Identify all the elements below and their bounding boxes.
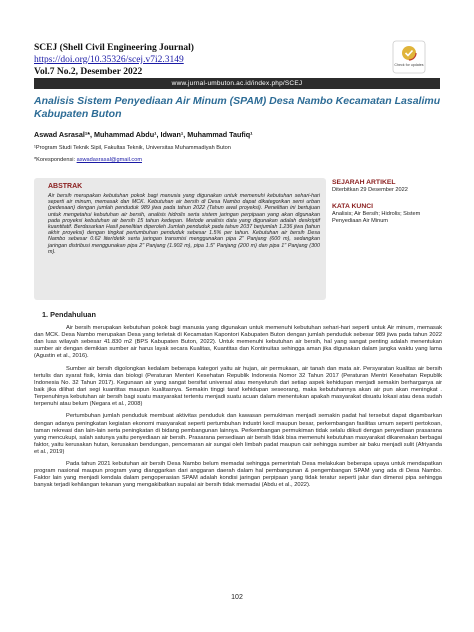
badge-text: Check for updates — [394, 63, 424, 67]
doi-link[interactable]: https://doi.org/10.35326/scej.v7i2.3149 — [34, 55, 184, 65]
volume-info: Vol.7 No.2, Desember 2022 — [34, 67, 143, 77]
correspondence-email-link[interactable]: aswadasrasal@gmail.com — [76, 157, 142, 163]
paragraph: Pada tahun 2021 kebutuhan air bersih Desa Nambo belum memadai sehingga pemerintah Desa melakukan beberapa upaya untuk mendapatkan program nasional maupun program yang dianggarkan dari anggaran daerah dalam hal pembangunan & pengembangan SPAM yang ada di Desa Nambo. Faktor lain yang menjadi kendala dalam pengoperasian SPAM adalah kondisi jaringan perpipaan yang tidak teratur seperti jalur dan dimensi pipa sehingga banyak terjadi kehilangan tekanan yang mengakibatkan supalai air bersih tidak memadai (Abdu et al., 2022). — [34, 461, 442, 489]
check-for-updates-badge[interactable] — [392, 40, 426, 74]
journal-name: SCEJ (Shell Civil Engineering Journal) — [34, 43, 194, 53]
correspondence — [34, 157, 142, 163]
journal-header — [34, 42, 440, 78]
abstract-box — [34, 178, 326, 300]
paragraph: Pertumbuhan jumlah penduduk membuat aktivitas penduduk dan kawasan pemukiman menjadi semakin padat hal tersebut dapat digambarkan dengan adanya peningkatan kegiatan ekonomi masyarakat seperti pertumbuhan industri kecil maupun besar, perkembangan fasilitas umum seperti pertokoan, taman rekreasi dan lain-lain serta peningkatan di bidang pembangunan lainnya. Perkembangan permukiman tidak selalu diikuti dengan penyediaan prasarana yang mencukupi, salah satunya yaitu penyediaan air bersih. Prasarana persediaan air bersih tidak bisa memenuhi kebutuhan masyarakat dikarenakan berbagai faktor, yaitu kerusakan hutan, kerusakan bendungan, pencemaran air sungai oleh limbah padat maupun cair sehingga sumber air baku menjadi sulit (Afriyanda et al., 2019) — [34, 413, 442, 455]
abstract-text: Air bersih merupakan kebutuhan pokok bagi manusia yang digunakan untuk memenuhi kebutuhan sehari-hari seperti air minum, memasak dan MCK. Kebutuhan air bersih di Desa Nambo dapat dikategorikan semi urban (pedesaan) dengan jumlah penduduk 989 jiwa pada tahun 2022 (Tahun awal proyeksi). Penelitian ini bertujuan untuk mengetahui kebutuhan air bersih, analisis hidrolis serta sistem jaringan perpipaan yang akan digunakan pada proyeksi kebutuhan air bersih 15 tahun kedepan. Metode analisis data yang digunakan adalah deskriptif kuantitatif. Berdasarkan Hasil penelitian diperoleh Jumlah penduduk pada tahun 2037 berjumlah 1.236 jiwa (tahun akhir proyeksi) dengan tingkat pertumbuhan penduduk sebesar 1.5% per tahun. Kebutuhan air bersih Desa Nambo sebesar 0.62 liter/detik serta jaringan transmisi menggunakan pipa 2" Panjang (600 m), sedangkan jaringan distribusi menggunakan pipa 2" Panjang (1.902 m), pipa 1.5" Panjang (200 m) dan pipa 1" Panjang (300 m). — [48, 193, 320, 255]
abstract-heading: ABSTRAK — [48, 183, 83, 190]
check-for-updates-icon — [392, 40, 426, 74]
paragraph: Sumber air bersih digolongkan kedalam beberapa kategori yaitu air hujan, air permukaan, air tanah dan mata air. Persyaratan kualitas air bersih tertulis dan syarat fisik, kimia dan biologi (Peraturan Menteri Kesehatan Republik Indonesia Nomor 32 Tahun 2017 (Peraturan Mentri Kesehatan Republik Indonesia No. 32 Tahun 2017). Kegunaan air yang sangat bersifat universal atau menyeluruh dari setiap aspek kehidupan menjadi semakin berharganya air baik jika dilihat dari segi kuantitas maupun kualitasnya. Semakin tinggi taraf kehidupan seseorang, maka kebutuhannya akan air pun akan meningkat . Terpenuhinya kebutuhan air bersih bagi suatu masyarakat tertentu menjadi suatu acuan dalam menentukan apakah masyarakat disuatu lokasi atau desa sudah terpenuhi atau belum (Negara et al., 2008) — [34, 365, 442, 408]
page-number: 102 — [231, 594, 243, 601]
published-date: Diterbitkan 29 Desember 2022 — [332, 187, 408, 193]
article-sidebar — [332, 178, 442, 300]
affiliation: ¹Program Studi Teknik Sipil, Fakultas Teknik, Universitas Muhammadiyah Buton — [34, 145, 231, 151]
authors: Aswad Asrasal¹*, Muhammad Abdu¹, Idwan¹, Muhammad Taufiq¹ — [34, 130, 253, 139]
keywords-text: Analisis; Air Bersih; Hidrolis; Sistem Penyediaan Air Minum — [332, 211, 421, 224]
article-history-heading: SEJARAH ARTIKEL — [332, 179, 396, 186]
keywords-heading: KATA KUNCI — [332, 203, 374, 210]
section-heading: 1. Pendahuluan — [42, 310, 96, 319]
article-title: Analisis Sistem Penyediaan Air Minum (SPAM) Desa Nambo Kecamatan Lasalimu Kabupaten Buton — [34, 95, 441, 120]
journal-url-bar[interactable]: www.jurnal-umbuton.ac.id/index.php/SCEJ — [34, 78, 440, 89]
correspondence-label: *Korespondensi: — [34, 157, 77, 163]
body-text — [34, 325, 442, 495]
paragraph: Air bersih merupakan kebutuhan pokok bagi manusia yang digunakan untuk memenuhi kebutuhan sehari-hari seperti untuk Air minum, memasak dan MCK. Desa Nambo merupakan Desa yang terletak di Kecamatan Kapontori Kabupaten Buton dengan jumlah penduduk sebesar 989 jiwa pada tahun 2022 dan luas wilayah sebesar 41.830 m2 (BPS Kabupaten Buton, 2022). Untuk memenuhi kebutuhan air bersih, hal yang sangat penting adalah menentukan sumber air dengan demikian sumber air harus layak secara Kualitas, Kuantitas dan Kontinuitas sehingga aman jika digunakan dalam jangka waktu yang lama (Agustin et al., 2016). — [34, 325, 442, 360]
